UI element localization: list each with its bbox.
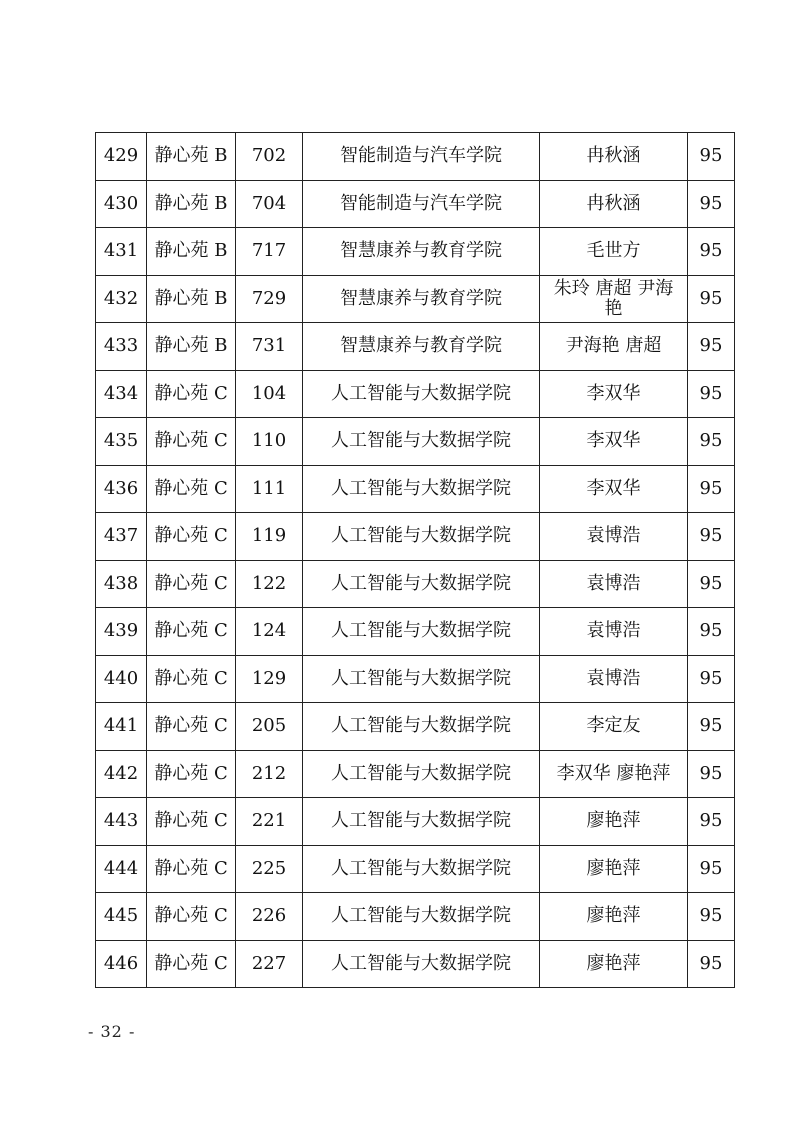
building-cell: 静心苑 C [147, 513, 236, 561]
score-cell: 95 [688, 370, 735, 418]
building-cell: 静心苑 C [147, 893, 236, 941]
dorm-score-table [95, 132, 735, 988]
score-cell: 95 [688, 180, 735, 228]
teacher-cell: 袁博浩 [540, 608, 688, 656]
room-number-cell: 225 [236, 845, 303, 893]
table-row [96, 940, 735, 988]
row-number-cell: 438 [96, 560, 147, 608]
row-number-cell: 445 [96, 893, 147, 941]
room-number-cell: 702 [236, 133, 303, 181]
row-number-cell: 441 [96, 703, 147, 751]
college-cell: 人工智能与大数据学院 [303, 513, 540, 561]
room-number-cell: 122 [236, 560, 303, 608]
building-cell: 静心苑 C [147, 845, 236, 893]
table-row [96, 560, 735, 608]
college-cell: 人工智能与大数据学院 [303, 893, 540, 941]
room-number-cell: 221 [236, 798, 303, 846]
building-cell: 静心苑 C [147, 940, 236, 988]
row-number-cell: 432 [96, 275, 147, 323]
teacher-cell: 李双华 [540, 418, 688, 466]
teacher-cell: 李双华 [540, 370, 688, 418]
room-number-cell: 110 [236, 418, 303, 466]
building-cell: 静心苑 B [147, 180, 236, 228]
score-cell: 95 [688, 750, 735, 798]
score-cell: 95 [688, 608, 735, 656]
page-number: - 32 - [88, 1022, 136, 1041]
college-cell: 人工智能与大数据学院 [303, 560, 540, 608]
score-cell: 95 [688, 560, 735, 608]
table-row [96, 655, 735, 703]
college-cell: 人工智能与大数据学院 [303, 655, 540, 703]
score-cell: 95 [688, 133, 735, 181]
score-cell: 95 [688, 513, 735, 561]
table-row [96, 418, 735, 466]
table-body [96, 133, 735, 988]
score-cell: 95 [688, 275, 735, 323]
teacher-cell: 朱玲 唐超 尹海艳 [540, 275, 688, 323]
row-number-cell: 436 [96, 465, 147, 513]
teacher-cell: 廖艳萍 [540, 940, 688, 988]
table-row [96, 750, 735, 798]
table-row [96, 893, 735, 941]
row-number-cell: 429 [96, 133, 147, 181]
room-number-cell: 704 [236, 180, 303, 228]
college-cell: 人工智能与大数据学院 [303, 465, 540, 513]
teacher-cell: 冉秋涵 [540, 180, 688, 228]
row-number-cell: 439 [96, 608, 147, 656]
college-cell: 智能制造与汽车学院 [303, 180, 540, 228]
row-number-cell: 444 [96, 845, 147, 893]
college-cell: 人工智能与大数据学院 [303, 750, 540, 798]
room-number-cell: 119 [236, 513, 303, 561]
building-cell: 静心苑 C [147, 750, 236, 798]
row-number-cell: 443 [96, 798, 147, 846]
building-cell: 静心苑 B [147, 228, 236, 276]
score-cell: 95 [688, 655, 735, 703]
building-cell: 静心苑 C [147, 418, 236, 466]
teacher-cell: 袁博浩 [540, 560, 688, 608]
college-cell: 智慧康养与教育学院 [303, 323, 540, 371]
score-cell: 95 [688, 465, 735, 513]
row-number-cell: 437 [96, 513, 147, 561]
building-cell: 静心苑 C [147, 608, 236, 656]
room-number-cell: 111 [236, 465, 303, 513]
table-row [96, 133, 735, 181]
room-number-cell: 731 [236, 323, 303, 371]
college-cell: 人工智能与大数据学院 [303, 845, 540, 893]
row-number-cell: 435 [96, 418, 147, 466]
table-row [96, 275, 735, 323]
teacher-cell: 冉秋涵 [540, 133, 688, 181]
table-row [96, 608, 735, 656]
teacher-cell: 廖艳萍 [540, 798, 688, 846]
row-number-cell: 431 [96, 228, 147, 276]
row-number-cell: 430 [96, 180, 147, 228]
table-row [96, 370, 735, 418]
teacher-cell: 廖艳萍 [540, 893, 688, 941]
score-cell: 95 [688, 893, 735, 941]
teacher-cell: 李双华 [540, 465, 688, 513]
room-number-cell: 717 [236, 228, 303, 276]
table-row [96, 323, 735, 371]
table-row [96, 228, 735, 276]
table-row [96, 180, 735, 228]
college-cell: 智能制造与汽车学院 [303, 133, 540, 181]
building-cell: 静心苑 B [147, 133, 236, 181]
building-cell: 静心苑 C [147, 465, 236, 513]
score-cell: 95 [688, 940, 735, 988]
building-cell: 静心苑 C [147, 655, 236, 703]
room-number-cell: 124 [236, 608, 303, 656]
row-number-cell: 434 [96, 370, 147, 418]
room-number-cell: 129 [236, 655, 303, 703]
college-cell: 人工智能与大数据学院 [303, 370, 540, 418]
table-row [96, 703, 735, 751]
score-cell: 95 [688, 228, 735, 276]
room-number-cell: 729 [236, 275, 303, 323]
building-cell: 静心苑 C [147, 798, 236, 846]
college-cell: 人工智能与大数据学院 [303, 418, 540, 466]
room-number-cell: 104 [236, 370, 303, 418]
row-number-cell: 440 [96, 655, 147, 703]
college-cell: 智慧康养与教育学院 [303, 275, 540, 323]
row-number-cell: 433 [96, 323, 147, 371]
score-cell: 95 [688, 418, 735, 466]
score-cell: 95 [688, 323, 735, 371]
table-row [96, 513, 735, 561]
room-number-cell: 212 [236, 750, 303, 798]
teacher-cell: 李双华 廖艳萍 [540, 750, 688, 798]
college-cell: 智慧康养与教育学院 [303, 228, 540, 276]
teacher-cell: 廖艳萍 [540, 845, 688, 893]
room-number-cell: 226 [236, 893, 303, 941]
building-cell: 静心苑 C [147, 370, 236, 418]
teacher-cell: 李定友 [540, 703, 688, 751]
building-cell: 静心苑 C [147, 703, 236, 751]
table-row [96, 845, 735, 893]
table-row [96, 465, 735, 513]
table-row [96, 798, 735, 846]
row-number-cell: 442 [96, 750, 147, 798]
teacher-cell: 袁博浩 [540, 655, 688, 703]
teacher-cell: 尹海艳 唐超 [540, 323, 688, 371]
college-cell: 人工智能与大数据学院 [303, 703, 540, 751]
score-cell: 95 [688, 845, 735, 893]
building-cell: 静心苑 B [147, 323, 236, 371]
room-number-cell: 205 [236, 703, 303, 751]
building-cell: 静心苑 C [147, 560, 236, 608]
teacher-cell: 袁博浩 [540, 513, 688, 561]
college-cell: 人工智能与大数据学院 [303, 940, 540, 988]
score-cell: 95 [688, 798, 735, 846]
college-cell: 人工智能与大数据学院 [303, 608, 540, 656]
building-cell: 静心苑 B [147, 275, 236, 323]
college-cell: 人工智能与大数据学院 [303, 798, 540, 846]
teacher-cell: 毛世方 [540, 228, 688, 276]
row-number-cell: 446 [96, 940, 147, 988]
room-number-cell: 227 [236, 940, 303, 988]
score-cell: 95 [688, 703, 735, 751]
